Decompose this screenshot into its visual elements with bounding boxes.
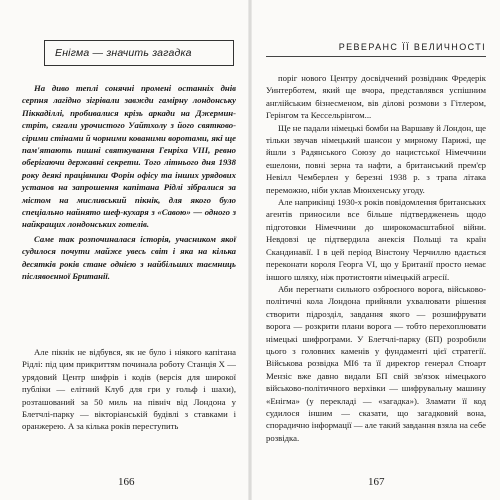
intro-paragraph: Саме так розпочиналася історія, учасником якої судилося почути майже увесь світ і яка на кілька десятків років стане однією з найбільших таємниць післявоєнної Британії. xyxy=(22,233,236,282)
chapter-title: Енігма — значить загадка xyxy=(44,40,234,66)
intro-paragraph: На диво теплі сонячні промені останніх днів серпня лагідно зігрівали завжди гамірну лондонську Піккаділлі, пробивалися крізь аркади на Джермин-стріт, сягали урочистого Уайтхолу з його святково-сірими стінами й чорними кованими воротами, які ще пам'ятають пишні святкування Генріха VIII, ревно оберігаючи державні секрети. Того літнього дня 1938 року деякі працівники Форін офісу та інших урядових установ на запрошення капітана Рідлі зібралися за містом на мисливський пікнік, для якого було спеціально найнято шеф-кухаря з «Савою» — одного з найкращих лондонських готелів. xyxy=(22,83,236,230)
body-paragraph: Ще не падали німецькі бомби на Варшаву й Лондон, ще тільки звучав німецький шансон у мирному Парижі, ще йшли з Радянського Союзу до нацистської Німеччини ешелони, повні зерна та нафти, а британський прем'єр Невілл Чемберлен у березні 1938 р. з трапа літака переможно, ніби уклав Мюнхенську угоду. xyxy=(266,122,486,195)
right-body-text xyxy=(266,72,486,444)
running-head: РЕВЕРАНС ЇЇ ВЕЛИЧНОСТІ xyxy=(338,42,486,52)
left-body-text xyxy=(22,346,236,433)
body-paragraph: Аби перегнати сильного озброєного ворога, військово-політичні кола Лондона прийняли ухвалювати рішення створити підрозділ, завдання якого — розшифрувати ворога — розкрити плани ворога — тобто перехоплювати німецькі шифрограми. У Блетчлі-парку (БП) розробили цього з головних каменів у фундаменті цієї стратегії. Військова розвідка МІ6 та її директор генерал Стюарт Мензіс вже давно видали БП свій зв'язок німецького військово-політичного верхівки — шифрувальну машину «Енігма» (у перекладі — «загадка»). Зламати її код судилося іншим — сказати, що загадковий вона, спорадично інформації — але такий завдання взяла на себе розвідка. xyxy=(266,283,486,443)
body-paragraph: Але пікнік не відбувся, як не було і ніякого капітана Рідлі: під цим прикриттям починала роботу Станція Х — урядовий Центр шифрів і кодів (версія для широкої публіки — елітний Клуб для гри у гольф і шахи), розташований за 50 миль на північ від Лондона у Блетчлі-парку — вікторіанській будівлі з ставками і оранжерею. А за кілька років переступить xyxy=(22,347,236,432)
running-head-rule xyxy=(266,56,486,57)
right-page xyxy=(250,0,500,500)
page-number-right: 167 xyxy=(368,476,385,488)
page-number-left: 166 xyxy=(118,476,135,488)
body-paragraph: поріг нового Центру досвідчений розвідник Фредерік Уинтерботем, який ще вчора, представлявся успішним англійським бізнесменом, вів ділові розмови з Гітлером, Герінгом та Кессельрінгом... xyxy=(266,73,486,121)
body-paragraph: Але наприкінці 1930-х років повідомлення британських агентів приносили все більше підтвердженень щодо підготовки Німеччини до широкомасштабної війни. Невдовзі це підтвердила анексія Польщі та країн Скандинавії. І в цей період Вінстону Черчиллю вдається переконати короля Георга VI, що у Британії просто немає іншого шляху, ніж протистояти німецькій агресії. xyxy=(266,197,486,282)
intro-paragraphs xyxy=(22,82,236,285)
